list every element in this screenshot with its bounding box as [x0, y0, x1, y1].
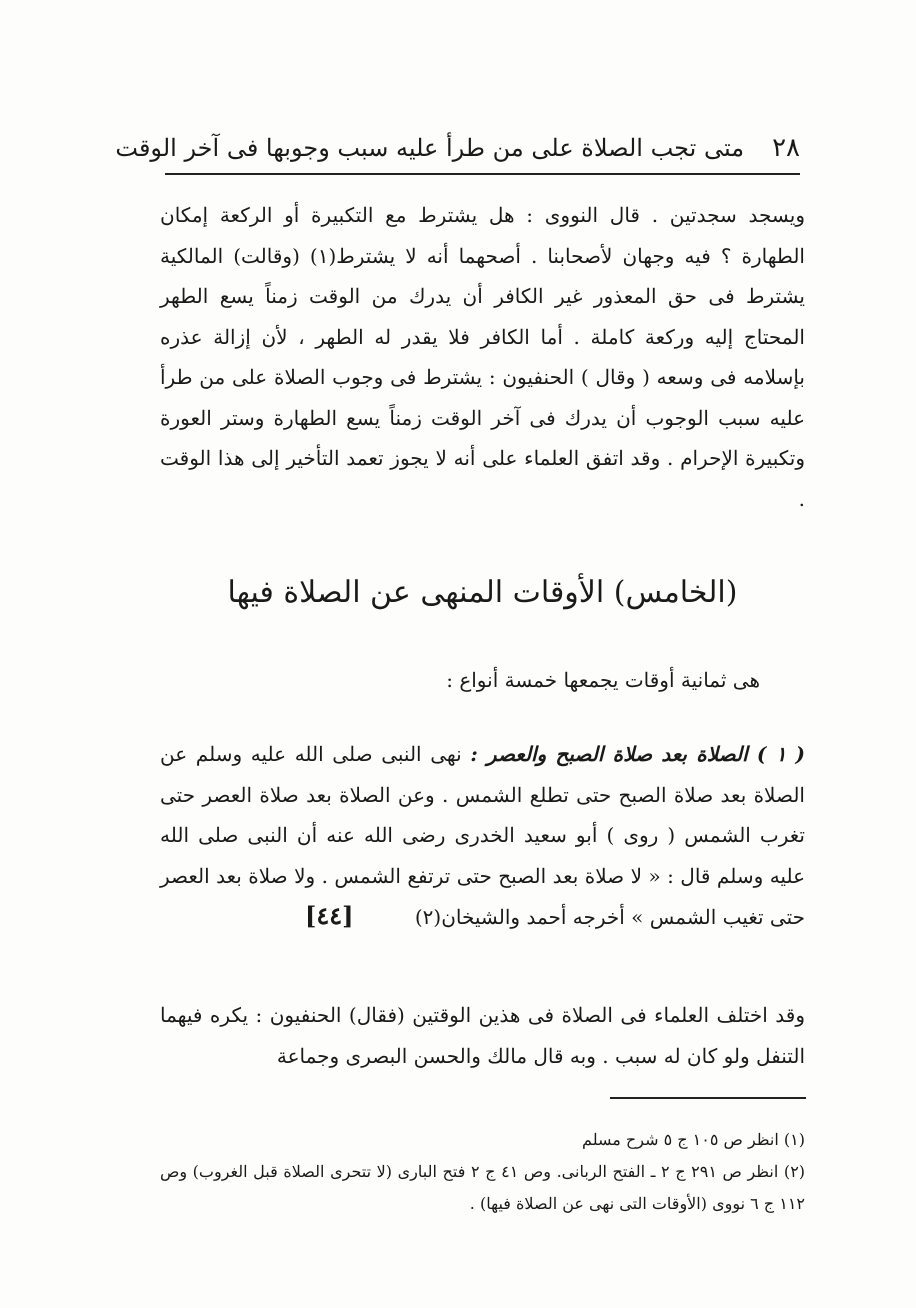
footnote: (١) انظر ص ١٠٥ ج ٥ شرح مسلم: [582, 1130, 805, 1149]
footnote: (٢) انظر ص ٢٩١ ج ٢ ـ الفتح الربانى. وص ٤١ ج ٢ فتح البارى (لا تتحرى الصلاة قبل الغروب) وص ١١٢ ج ٦ نووى (الأوقات التى نهى عن الصلاة فيها) .: [160, 1162, 806, 1213]
section-heading: (الخامس) الأوقات المنهى عن الصلاة فيها: [227, 575, 738, 610]
footnotes: [160, 1124, 805, 1220]
footnote-rule: [610, 1097, 806, 1099]
page-header: [115, 128, 800, 168]
paragraph-lead: ( ١ ) الصلاة بعد صلاة الصبح والعصر :: [470, 742, 806, 766]
body-paragraph: ويسجد سجدتين . قال النووى : هل يشترط مع التكبيرة أو الركعة إمكان الطهارة ؟ فيه وجهان لأصحابنا . أصحهما أنه لا يشترط(١) (وقالت) المالكية يشترط فى حق المعذور غير الكافر أن يدرك من الوقت زمناً يسع الطهر المحتاج إليه وركعة كاملة . أما الكافر فلا يقدر له الطهر ، لأن إزالة عذره بإسلامه فى وسعه ( وقال ) الحنفيون : يشترط فى وجوب الصلاة على من طرأ عليه سبب الوجوب أن يدرك فى آخر الوقت زمناً يسع الطهارة وستر العورة وتكبيرة الإحرام . وقد اتفق العلماء على أنه لا يجوز تعمد التأخير إلى هذا الوقت .: [160, 203, 805, 511]
running-title: متى تجب الصلاة على من طرأ عليه سبب وجوبها فى آخر الوقت: [115, 134, 745, 162]
body-paragraph: [160, 734, 805, 938]
hadith-number: [٤٤]: [304, 901, 354, 930]
body-paragraph: هى ثمانية أوقات يجمعها خمسة أنواع :: [446, 668, 760, 692]
body-paragraph: وقد اختلف العلماء فى الصلاة فى هذين الوقتين (فقال) الحنفيون : يكره فيهما التنفل ولو كان له سبب . وبه قال مالك والحسن البصرى وجماعة: [160, 1003, 805, 1068]
page-number: ٢٨: [772, 133, 800, 163]
paragraph-text: نهى النبى صلى الله عليه وسلم عن الصلاة بعد صلاة الصبح حتى تطلع الشمس . وعن الصلاة بعد صلاة العصر حتى تغرب الشمس ( روى ) أبو سعيد الخدرى رضى الله عنه أن النبى صلى الله عليه وسلم قال : « لا صلاة بعد الصبح حتى ترتفع الشمس . ولا صلاة بعد العصر حتى تغيب الشمس » أخرجه أحمد والشيخان(٢): [160, 742, 805, 929]
header-rule: [165, 173, 800, 175]
